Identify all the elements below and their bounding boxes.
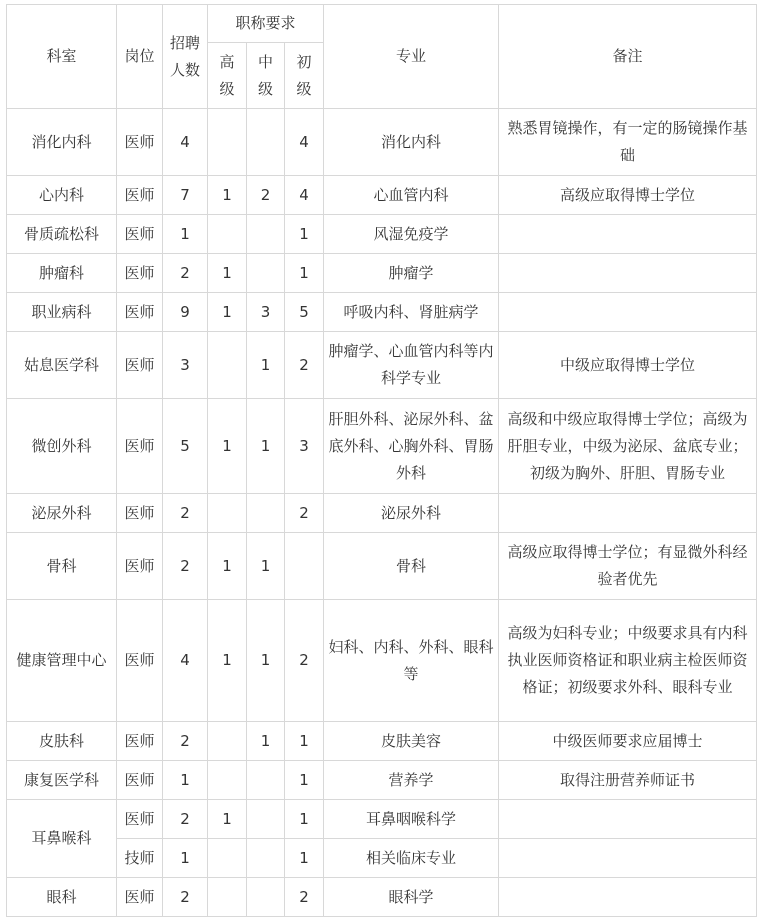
cell-position: 医师 — [117, 533, 163, 600]
cell-dept: 眼科 — [7, 878, 117, 917]
cell-remark: 高级应取得博士学位 — [499, 176, 757, 215]
cell-count: 2 — [163, 533, 208, 600]
cell-junior: 2 — [285, 600, 324, 722]
cell-remark — [499, 254, 757, 293]
cell-remark — [499, 215, 757, 254]
cell-position: 医师 — [117, 761, 163, 800]
header-row — [7, 5, 757, 43]
cell-major: 泌尿外科 — [324, 494, 499, 533]
table-row — [7, 254, 757, 293]
cell-junior: 1 — [285, 761, 324, 800]
cell-junior: 2 — [285, 494, 324, 533]
table-row — [7, 761, 757, 800]
table-row — [7, 215, 757, 254]
table-row — [7, 878, 757, 917]
cell-middle: 1 — [247, 600, 285, 722]
header-middle-line1: 中 — [257, 52, 273, 71]
cell-position: 医师 — [117, 109, 163, 176]
cell-middle — [247, 761, 285, 800]
header-junior — [285, 43, 324, 109]
cell-remark: 取得注册营养师证书 — [499, 761, 757, 800]
header-junior-line2: 级 — [296, 79, 312, 98]
cell-middle — [247, 215, 285, 254]
cell-major: 肝胆外科、泌尿外科、盆底外科、心胸外科、胃肠外科 — [324, 399, 499, 494]
cell-middle: 1 — [247, 533, 285, 600]
header-title-group: 职称要求 — [208, 5, 324, 43]
header-count-line2: 人数 — [169, 60, 200, 79]
cell-count: 5 — [163, 399, 208, 494]
cell-remark — [499, 878, 757, 917]
cell-middle — [247, 878, 285, 917]
header-count-line1: 招聘 — [169, 33, 200, 52]
cell-middle: 1 — [247, 399, 285, 494]
cell-count: 2 — [163, 878, 208, 917]
cell-count: 9 — [163, 293, 208, 332]
header-major: 专业 — [324, 5, 499, 109]
cell-major: 心血管内科 — [324, 176, 499, 215]
cell-count: 2 — [163, 800, 208, 839]
cell-position: 医师 — [117, 878, 163, 917]
cell-remark — [499, 494, 757, 533]
cell-junior: 1 — [285, 254, 324, 293]
cell-senior: 1 — [208, 800, 247, 839]
cell-senior: 1 — [208, 176, 247, 215]
cell-dept: 骨科 — [7, 533, 117, 600]
cell-senior: 1 — [208, 533, 247, 600]
cell-dept: 骨质疏松科 — [7, 215, 117, 254]
cell-dept: 耳鼻喉科 — [7, 800, 117, 878]
cell-position: 医师 — [117, 176, 163, 215]
cell-count: 4 — [163, 600, 208, 722]
cell-count: 2 — [163, 494, 208, 533]
table-row — [7, 839, 757, 878]
cell-major: 肿瘤学 — [324, 254, 499, 293]
cell-major: 皮肤美容 — [324, 722, 499, 761]
cell-junior: 4 — [285, 176, 324, 215]
cell-junior: 4 — [285, 109, 324, 176]
cell-middle: 1 — [247, 332, 285, 399]
cell-senior: 1 — [208, 293, 247, 332]
header-senior-line1: 高 — [219, 52, 235, 71]
cell-senior — [208, 722, 247, 761]
cell-position: 医师 — [117, 254, 163, 293]
cell-dept: 姑息医学科 — [7, 332, 117, 399]
cell-remark: 中级应取得博士学位 — [499, 332, 757, 399]
cell-position: 医师 — [117, 293, 163, 332]
cell-remark: 高级和中级应取得博士学位；高级为肝胆专业，中级为泌尿、盆底专业；初级为胸外、肝胆、胃肠专业 — [499, 399, 757, 494]
cell-junior: 5 — [285, 293, 324, 332]
cell-junior: 1 — [285, 839, 324, 878]
table-row — [7, 533, 757, 600]
cell-major: 眼科学 — [324, 878, 499, 917]
header-senior — [208, 43, 247, 109]
cell-senior — [208, 332, 247, 399]
recruitment-table — [6, 4, 757, 917]
cell-count: 1 — [163, 839, 208, 878]
cell-middle — [247, 494, 285, 533]
cell-major: 呼吸内科、肾脏病学 — [324, 293, 499, 332]
cell-middle: 3 — [247, 293, 285, 332]
cell-major: 消化内科 — [324, 109, 499, 176]
cell-position: 医师 — [117, 600, 163, 722]
cell-junior: 3 — [285, 399, 324, 494]
cell-remark: 高级为妇科专业；中级要求具有内科执业医师资格证和职业病主检医师资格证；初级要求外科、眼科专业 — [499, 600, 757, 722]
cell-position: 医师 — [117, 399, 163, 494]
cell-junior: 1 — [285, 722, 324, 761]
header-senior-line2: 级 — [219, 79, 235, 98]
table-row — [7, 109, 757, 176]
cell-middle — [247, 800, 285, 839]
cell-dept: 康复医学科 — [7, 761, 117, 800]
cell-dept: 心内科 — [7, 176, 117, 215]
cell-senior — [208, 839, 247, 878]
cell-middle: 2 — [247, 176, 285, 215]
cell-dept: 微创外科 — [7, 399, 117, 494]
cell-count: 7 — [163, 176, 208, 215]
cell-dept: 健康管理中心 — [7, 600, 117, 722]
cell-count: 1 — [163, 761, 208, 800]
cell-senior — [208, 761, 247, 800]
cell-middle: 1 — [247, 722, 285, 761]
cell-position: 技师 — [117, 839, 163, 878]
table-row — [7, 399, 757, 494]
cell-senior: 1 — [208, 399, 247, 494]
cell-dept: 皮肤科 — [7, 722, 117, 761]
table-row — [7, 176, 757, 215]
cell-position: 医师 — [117, 215, 163, 254]
table-row — [7, 800, 757, 839]
cell-middle — [247, 109, 285, 176]
cell-junior: 2 — [285, 878, 324, 917]
cell-count: 2 — [163, 254, 208, 293]
cell-remark: 高级应取得博士学位；有显微外科经验者优先 — [499, 533, 757, 600]
cell-count: 4 — [163, 109, 208, 176]
cell-senior — [208, 109, 247, 176]
cell-junior: 1 — [285, 215, 324, 254]
cell-middle — [247, 839, 285, 878]
cell-position: 医师 — [117, 494, 163, 533]
cell-major: 骨科 — [324, 533, 499, 600]
cell-major: 耳鼻咽喉科学 — [324, 800, 499, 839]
cell-count: 3 — [163, 332, 208, 399]
cell-major: 相关临床专业 — [324, 839, 499, 878]
cell-position: 医师 — [117, 722, 163, 761]
cell-middle — [247, 254, 285, 293]
header-dept: 科室 — [7, 5, 117, 109]
cell-dept: 泌尿外科 — [7, 494, 117, 533]
cell-remark: 熟悉胃镜操作，有一定的肠镜操作基础 — [499, 109, 757, 176]
cell-major: 肿瘤学、心血管内科等内科学专业 — [324, 332, 499, 399]
table-row — [7, 293, 757, 332]
cell-junior: 1 — [285, 800, 324, 839]
cell-senior — [208, 215, 247, 254]
cell-major: 营养学 — [324, 761, 499, 800]
cell-count: 2 — [163, 722, 208, 761]
cell-junior — [285, 533, 324, 600]
table-row — [7, 600, 757, 722]
cell-remark — [499, 800, 757, 839]
cell-senior: 1 — [208, 600, 247, 722]
cell-junior: 2 — [285, 332, 324, 399]
header-position: 岗位 — [117, 5, 163, 109]
header-junior-line1: 初 — [296, 52, 312, 71]
cell-major: 风湿免疫学 — [324, 215, 499, 254]
cell-senior — [208, 494, 247, 533]
cell-dept: 消化内科 — [7, 109, 117, 176]
table-row — [7, 494, 757, 533]
table-row — [7, 332, 757, 399]
header-middle-line2: 级 — [257, 79, 273, 98]
cell-remark — [499, 293, 757, 332]
cell-count: 1 — [163, 215, 208, 254]
header-middle — [247, 43, 285, 109]
cell-remark — [499, 839, 757, 878]
cell-remark: 中级医师要求应届博士 — [499, 722, 757, 761]
table-row — [7, 722, 757, 761]
cell-position: 医师 — [117, 800, 163, 839]
cell-position: 医师 — [117, 332, 163, 399]
cell-dept: 职业病科 — [7, 293, 117, 332]
cell-dept: 肿瘤科 — [7, 254, 117, 293]
cell-major: 妇科、内科、外科、眼科等 — [324, 600, 499, 722]
cell-senior: 1 — [208, 254, 247, 293]
header-remark: 备注 — [499, 5, 757, 109]
header-count — [163, 5, 208, 109]
cell-senior — [208, 878, 247, 917]
